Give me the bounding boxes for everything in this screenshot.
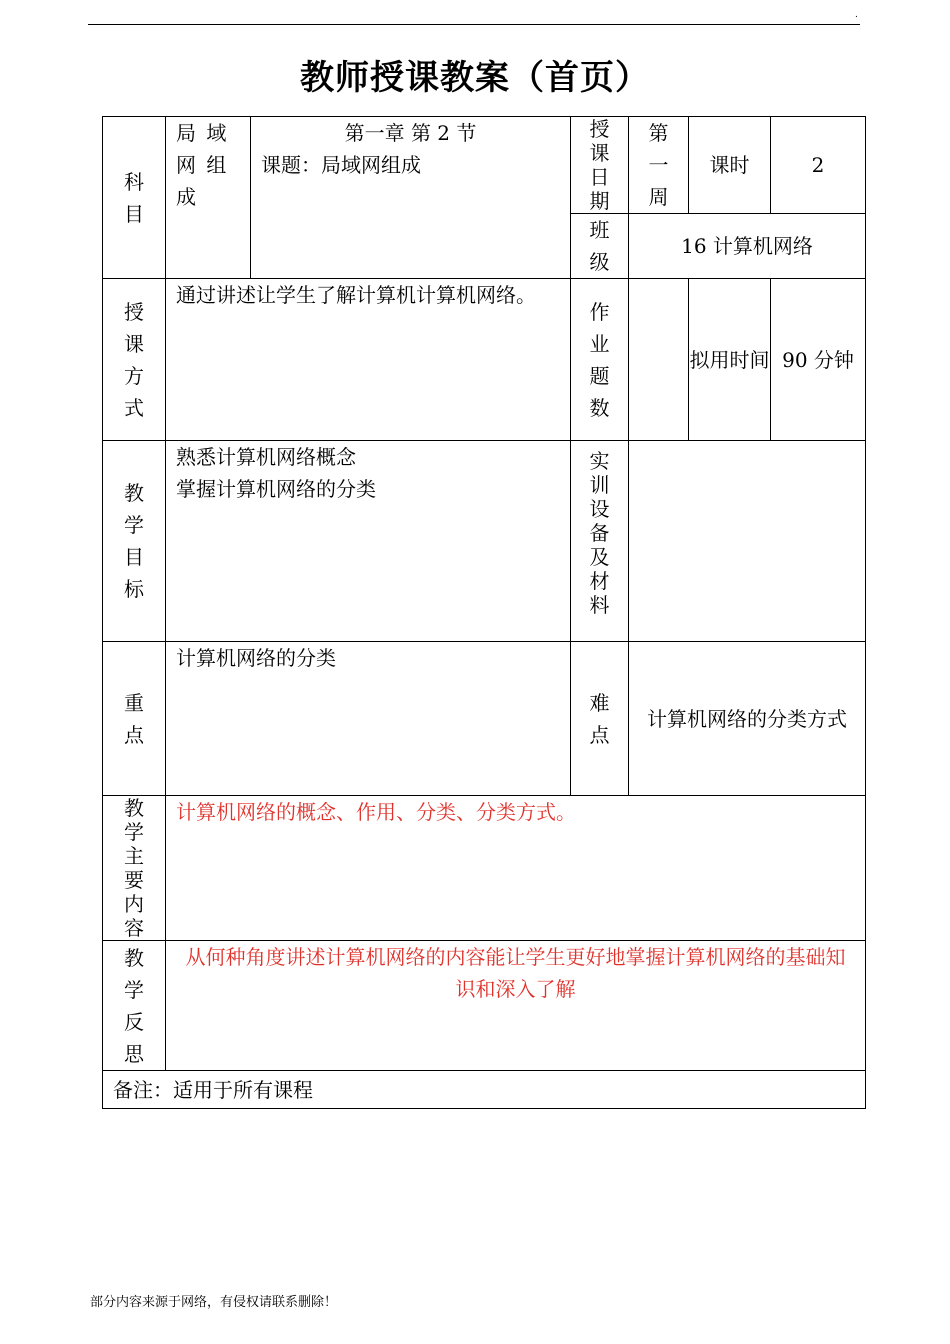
page-title: 教师授课教案（首页） <box>300 58 650 98</box>
date-label: 授课日期 <box>571 117 629 214</box>
class-value: 16 计算机网络 <box>629 214 866 279</box>
chapter-line: 第一章 第 2 节 <box>344 121 477 145</box>
equipment-value <box>629 441 866 642</box>
hours-label: 课时 <box>689 117 771 214</box>
method-value: 通过讲述让学生了解计算机计算机网络。 <box>166 279 571 441</box>
goal-line-1: 熟悉计算机网络概念 <box>176 445 356 469</box>
goal-line-2: 掌握计算机网络的分类 <box>176 477 376 501</box>
header-rule <box>88 24 860 25</box>
topic-cell <box>251 117 571 279</box>
footer-disclaimer: 部分内容来源于网络，有侵权请联系删除！ <box>90 1295 338 1310</box>
subject-value: 局 域 网 组 成 <box>166 117 251 279</box>
method-label: 授课方式 <box>103 279 166 441</box>
subject-label: 科目 <box>103 117 166 279</box>
equipment-label: 实训设备及材料 <box>571 441 629 642</box>
reflection-label: 教学反思 <box>103 941 166 1071</box>
hours-value: 2 <box>771 117 866 214</box>
key-point-label: 重点 <box>103 642 166 796</box>
topic-line: 课题：局域网组成 <box>261 153 421 177</box>
lesson-plan-table <box>102 116 866 1109</box>
main-content-label: 教学主要内容 <box>103 796 166 941</box>
goal-label: 教学目标 <box>103 441 166 642</box>
time-label: 拟用时间 <box>689 279 771 441</box>
main-content-value: 计算机网络的概念、作用、分类、分类方式。 <box>166 796 866 941</box>
key-point-value: 计算机网络的分类 <box>166 642 571 796</box>
class-label: 班级 <box>571 214 629 279</box>
homework-label: 作业题数 <box>571 279 629 441</box>
homework-value <box>629 279 689 441</box>
week-value: 第一周 <box>629 117 689 214</box>
difficulty-label: 难点 <box>571 642 629 796</box>
header-mark: . <box>855 10 858 20</box>
difficulty-value: 计算机网络的分类方式 <box>629 642 866 796</box>
time-value: 90 分钟 <box>771 279 866 441</box>
reflection-value: 从何种角度讲述计算机网络的内容能让学生更好地掌握计算机网络的基础知识和深入了解 <box>166 941 866 1071</box>
goal-value <box>166 441 571 642</box>
note-row: 备注：适用于所有课程 <box>103 1071 866 1109</box>
